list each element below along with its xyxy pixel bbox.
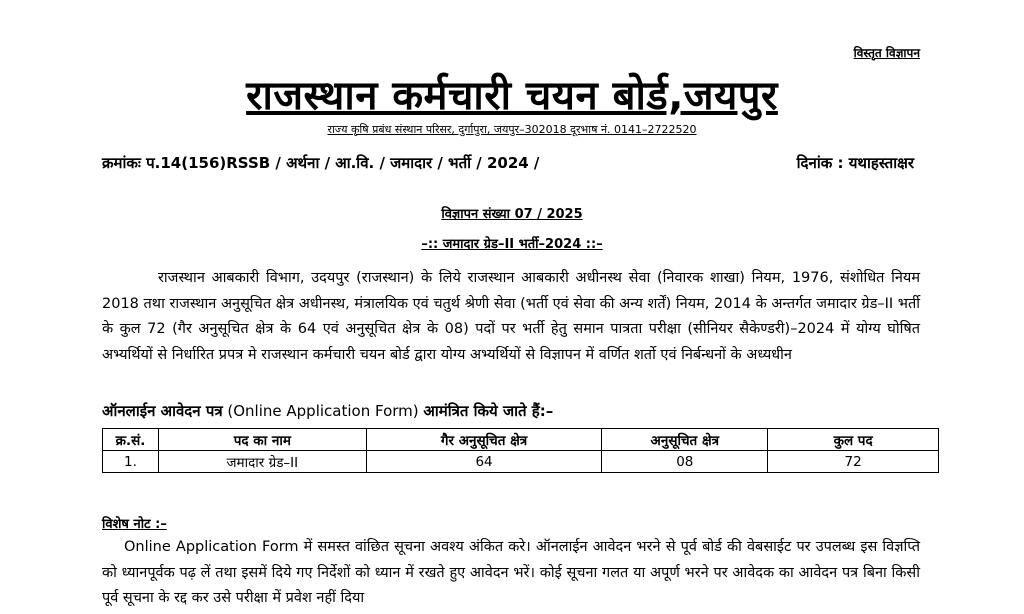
cell-total-posts: 72 — [768, 451, 939, 473]
table-header-row — [103, 429, 939, 451]
invitation-middle: (Online Application Form) — [222, 402, 424, 420]
board-title: राजस्थान कर्मचारी चयन बोर्ड,जयपुर — [246, 73, 778, 119]
cell-serial: 1. — [103, 451, 159, 473]
invitation-bold-start: ऑनलाईन आवेदन पत्र — [102, 402, 223, 420]
special-note-heading: विशेष नोट :– — [102, 517, 167, 532]
cell-post-name: जमादार ग्रेड–II — [158, 451, 366, 473]
table-row — [103, 451, 939, 473]
header-post-name: पद का नाम — [158, 429, 366, 451]
advertisement-number: विज्ञापन संख्या 07 / 2025 — [441, 207, 583, 222]
posts-table — [102, 428, 939, 473]
special-note-paragraph: Online Application Form में समस्त वांछित सूचना अवश्य अंकित करे। ऑनलाईन आवेदन भरने से पूर्व बोर्ड की वेबसाईट पर उपलब्ध इस विज्ञप्ति को ध्यानपूर्वक पढ़ लें तथा इसमें दिये गए निर्देशों को ध्यान में रखते हुए आवेदन भरें। कोई सूचना गलत या अपूर्ण भरने पर आवेदक का आवेदन पत्र बिना किसी पूर्व सूचना के रद्द कर उसे परीक्षा में प्रवेश नहीं दिया — [102, 539, 920, 606]
detailed-advertisement-label: विस्तृत विज्ञापन — [853, 46, 920, 60]
header-total-posts: कुल पद — [768, 429, 939, 451]
board-address: राज्य कृषि प्रबंध संस्थान परिसर, दुर्गापुरा, जयपुर–302018 दूरभाष नं. 0141–2722520 — [327, 123, 697, 136]
header-scheduled-area: अनुसूचित क्षेत्र — [602, 429, 768, 451]
header-serial: क्र.सं. — [103, 429, 159, 451]
invitation-line — [102, 401, 553, 421]
cell-non-scheduled-area: 64 — [366, 451, 602, 473]
reference-number: क्रमांकः प.14(156)RSSB / अर्थना / आ.वि. / जमादार / भर्ती / 2024 / — [102, 154, 540, 172]
date-line: दिनांक : यथाहस्ताक्षर — [796, 154, 914, 172]
cell-scheduled-area: 08 — [602, 451, 768, 473]
post-heading: –:: जमादार ग्रेड–II भर्ती–2024 ::– — [421, 237, 603, 252]
header-non-scheduled-area: गैर अनुसूचित क्षेत्र — [366, 429, 602, 451]
invitation-bold-end: आमंत्रित किये जाते हैं:– — [423, 402, 554, 420]
intro-paragraph: राजस्थान आबकारी विभाग, उदयपुर (राजस्थान) के लिये राजस्थान आबकारी अधीनस्थ सेवा (निवारक शाखा) नियम, 1976, संशोधित नियम 2018 तथा राजस्थान अनुसूचित क्षेत्र अधीनस्थ, मंत्रालयिक एवं चतुर्थ श्रेणी सेवा (भर्ती एवं सेवा की अन्य शर्तें) नियम, 2014 के अन्तर्गत जमादार ग्रेड–II भर्ती के कुल 72 (गैर अनुसूचित क्षेत्र के 64 एवं अनुसूचित क्षेत्र के 08) पदों पर भर्ती हेतु समान पात्रता परीक्षा (सीनियर सैकेण्डरी)–2024 में योग्य घोषित अभ्यर्थियों से निर्धारित प्रपत्र मे राजस्थान कर्मचारी चयन बोर्ड द्वारा योग्य अभ्यर्थियों से विज्ञापन में वर्णित शर्तो एवं निर्बन्धनों के अध्यधीन — [102, 270, 920, 363]
